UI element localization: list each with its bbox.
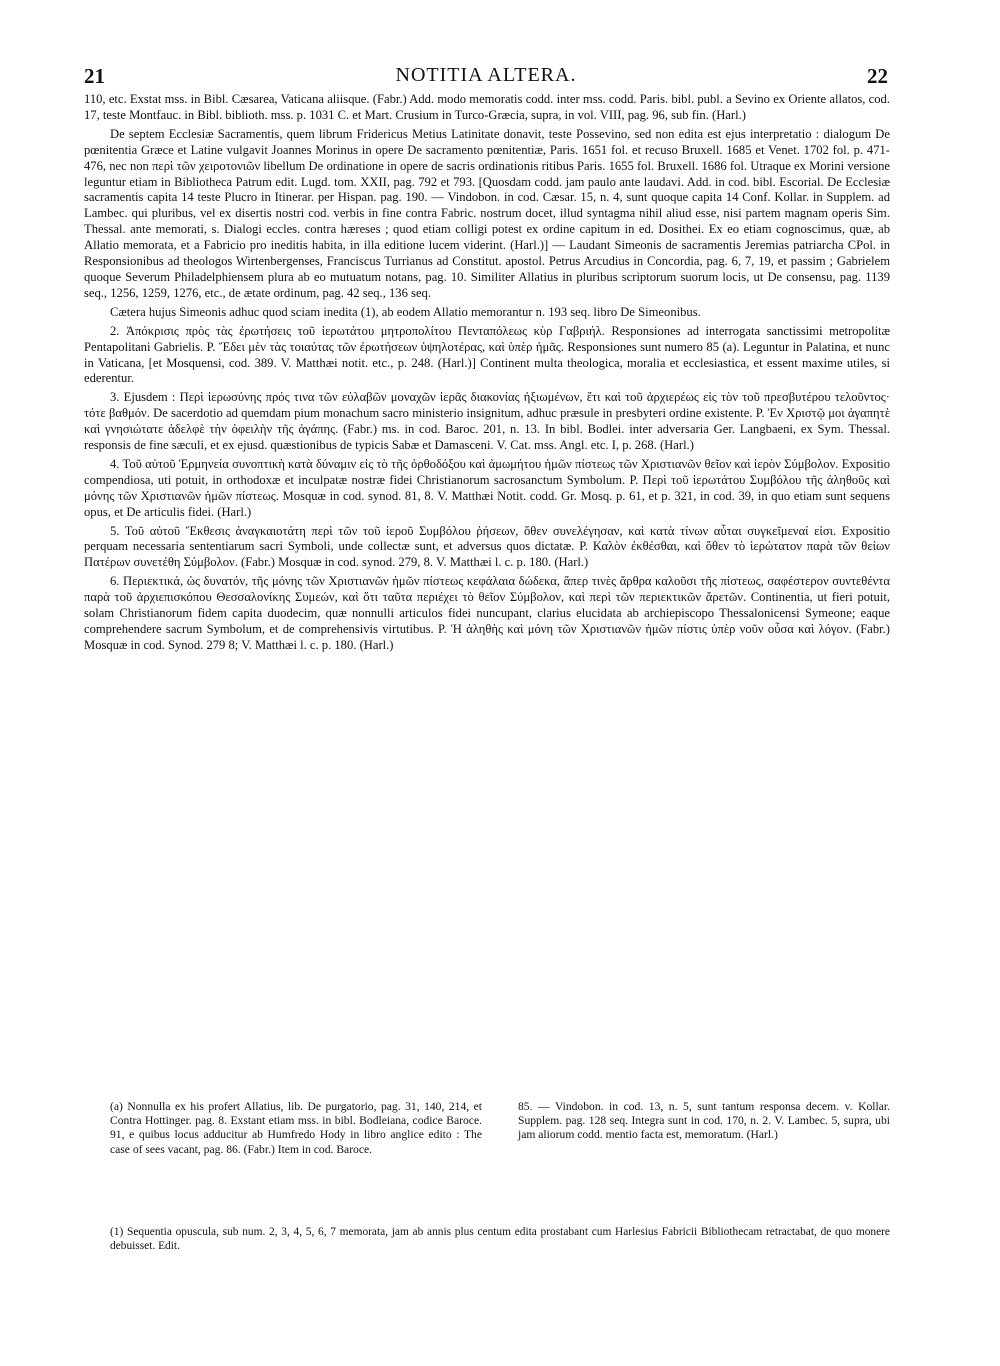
note-a-right: 85. — Vindobon. in cod. 13, n. 5, sunt tantum responsa decem. v. Kollar. Supplem. pag. 128 seq. Integra sunt in cod. 170, n. 2. V. Lambec. 5, supra, ubi jam aliorum codd. mentio facta est, memoratum. (Harl.) — [518, 1100, 890, 1142]
paragraph-item-4: 4. Τοῦ αὐτοῦ Ἑρμηνεία συνοπτικὴ κατὰ δύναμιν εἰς τὸ τῆς ὀρθοδόξου καὶ ἀμωμήτου ἡμῶν πίστεως τῶν Χριστιανῶν θεῖον καὶ ἱερὸν Σύμβολον. Expositio compendiosa, uti potuit, in orthodoxæ et inculpatæ nostræ fidei Christianorum sacrosanctum Symbolum. P. Περὶ τοῦ ἱερωτάτου Συμβόλου τῆς ἀληθοῦς καὶ μόνης τῶν Χριστιανῶν ἡμῶν πίστεως. Mosquæ in cod. synod. 81, 8. V. Matthæi Notit. codd. Gr. Mosq. p. 61, et p. 321, in cod. 39, in quo etiam sunt sequens opus, et De articulis fidei. (Harl.) — [84, 456, 890, 519]
paragraph-de-septem-sacramentis: De septem Ecclesiæ Sacramentis, quem librum Fridericus Metius Latinitate donavit, teste Possevino, sed non edita est ejus interpretatio : dialogum De pœnitentia Græce et Latine vulgavit Joannes Morinus in opere De sacramento pœnitentiæ, Paris. 1651 fol. et recuso Bruxell. 1685 et Venet. 1702 fol. p. 471-476, nec non περὶ τῶν χειροτονιῶν libellum De ordinatione in opere de sacris ordinationis ritibus Paris. 1655 fol. Bruxell. 1686 fol. Utraque ex Morini versione leguntur etiam in Bibliotheca Patrum edit. Lugd. tom. XXII, pag. 792 et 793. [Quosdam codd. jam paulo ante laudavi. Add. in cod. bibl. Escorial. De Ecclesiæ sacramentis capita 14 teste Plucro in Itinerar. per Hispan. pag. 190. — Vindobon. in cod. Cæsar. 15, n. 4, sunt quoque capita 14 Conf. Kollar. in Supplem. ad Lambec. qui pluribus, vel ex disertis nostri cod. verbis in fine contra Fabric. nostrum docet, illud syntagma nihil aliud esse, nisi partem magnam operis Sim. Thessal. ante memorati, s. Dialogi eccles. contra hæreses ; quod etiam colligi potest ex ordine capitum in ed. Dosithei. Ex eo etiam cognoscimus, quæ, ab Allatio memorata, et a Fabricio pro ineditis habita, in illa editione lucem viderint. (Harl.)] — Laudant Simeonis de sacramentis Jeremias patriarcha CPol. in Responsionibus ad theologos Wirtenbergenses, Franciscus Turrianus ad Constitut. apostol. Petrus Arcudius in Concordia, pag. 6, 7, 19, et passim ; Gabrielem quoque Severum Philadelphiensem plura ab eo mutuatum notans, pag. 10. Similiter Allatius in pluribus scriptorum suorum locis, ut De consensu, pag. 1139 seq., 1256, 1259, 1276, etc., de ætate ordinum, pag. 42 seq., 136 seq. — [84, 126, 890, 300]
paragraph-item-3: 3. Ejusdem : Περὶ ἱερωσύνης πρός τινα τῶν εὐλαβῶν μοναχῶν ἱερᾶς διακονίας ἠξιωμένων, ἔτι καὶ τοῦ ἀρχιερέως εἰς τὸν τοῦ πρεσβυτέρου τελοῦντος· τότε βαθμόν. De sacerdotio ad quemdam pium monachum sacro ministerio insignitum, adhuc præsule in presbyteri ordine existente. P. Ἐν Χριστῷ μοι ἀγαπητὲ καὶ γνησιώτατε ἀδελφὲ τὴν ὀφειλὴν τῆς ἀγάπης. (Fabr.) ms. in cod. Baroc. 201, n. 13. In bibl. Bodlei. inter adversaria Ger. Langbaeni, ex Sym. Thessal. responsis de fine sæculi, et ex ejusd. quæstionibus de typicis Sabæ et Damasceni. V. Cat. mss. Angl. etc. I, p. 268. (Harl.) — [84, 390, 890, 453]
paragraph-continuation: 110, etc. Exstat mss. in Bibl. Cæsarea, Vaticana aliisque. (Fabr.) Add. modo memoratis codd. inter mss. codd. Paris. bibl. publ. a Sevino ex Oriente allatos, cod. 17, teste Montfauc. in Bibl. biblioth. mss. p. 1031 C. et Mart. Crusium in Turco-Græcia, supra, in vol. VIII, pag. 96, sub fin. (Harl.) — [84, 92, 890, 122]
paragraph-item-5: 5. Τοῦ αὐτοῦ Ἔκθεσις ἀναγκαιοτάτη περὶ τῶν τοῦ ἱεροῦ Συμβόλου ῥήσεων, ὅθεν συνελέγησαν, καὶ κατὰ τίνων αὗται συγκεῖμεναί εἰσι. Expositio perquam necessaria sententiarum sacri Symboli, unde collectæ sunt, et adversus quos dictatæ. P. Καλὸν ἐκθέσθαι, καὶ ὅθεν τὸ ἱερώτατον παρὰ τῶν θείων Πατέρων συνετέθη Σύμβολον. (Fabr.) Mosquæ in cod. synod. 279, 8. V. Matthæi l. c. p. 180. (Harl.) — [84, 523, 890, 570]
paragraph-cetera: Cætera hujus Simeonis adhuc quod sciam inedita (1), ab eodem Allatio memorantur n. 193 seq. libro De Simeonibus. — [110, 304, 701, 319]
main-text — [84, 92, 890, 657]
page-title: NOTITIA ALTERA. — [395, 64, 577, 86]
footnote-1: (1) Sequentia opuscula, sub num. 2, 3, 4, 5, 6, 7 memorata, jam ab annis plus centum edita prostabant cum Harlesius Fabricii Bibliothecam retractabat, de quo monere debuisset. Edit. — [110, 1226, 890, 1252]
note-a-left: (a) Nonnulla ex his profert Allatius, lib. De purgatorio, pag. 31, 140, 214, et Contra Hottinger. pag. 8. Exstant etiam mss. in bibl. Bodleiana, codice Baroce. 91, e quibus locus adducitur ab Humfredo Hody in libro anglice edito : The case of sees vacant, pag. 86. (Fabr.) Item in cod. Baroce. — [110, 1100, 482, 1156]
running-header — [84, 64, 888, 88]
notes-section — [110, 1100, 890, 1157]
page-number-left: 21 — [84, 64, 105, 88]
paragraph-item-6: 6. Περιεκτικά, ὡς δυνατόν, τῆς μόνης τῶν Χριστιανῶν ἡμῶν πίστεως κεφάλαια δώδεκα, ἅπερ τινὲς ἄρθρα καλοῦσι τῆς πίστεως, σαφέστερον συντεθέντα παρὰ τοῦ ἀρχιεπισκόπου Θεσσαλονίκης Συμεών, καὶ ὅτι ταῦτα περιέχει τὸ θεῖον Σύμβολον, καὶ περὶ τῶν περιεκτικῶν ἄρετῶν. Continentia, ut fieri potuit, solam Christianorum fidem capita duodecim, quæ nonnulli articulos fidei nuncupant, clarius elucidata ab archiepiscopo Thessalonicensi Symeone; eaque comprehendere sacrum Symbolum, et de comprehensivis virtutibus. P. Ἡ ἀληθὴς καὶ μόνη τῶν Χριστιανῶν ἡμῶν πίστις ὑπὲρ νοῦν οὖσα καὶ λόγον. (Fabr.) Mosquæ in cod. Synod. 279 8; V. Matthæi l. c. p. 180. (Harl.) — [84, 574, 890, 652]
paragraph-item-2: 2. Ἀπόκρισις πρὸς τὰς ἐρωτήσεις τοῦ ἱερωτάτου μητροπολίτου Πενταπόλεως κὺρ Γαβριήλ. Responsiones ad interrogata sanctissimi metropolitæ Pentapolitani Gabrielis. P. Ἔδει μὲν τὰς τοιαύτας τῶν ἐρωτήσεων ὑψηλοτέρας, καὶ ὑπὲρ ἡμᾶς. Responsiones sunt numero 85 (a). Leguntur in Palatina, et nunc in Vaticana, [et Mosquensi, cod. 389. V. Matthæi notit. etc., p. 248. (Harl.)] Continent multa theologica, moralia et ecclesiastica, et essent maxime utiles, si ederentur. — [84, 323, 890, 386]
page-number-right: 22 — [867, 64, 888, 88]
